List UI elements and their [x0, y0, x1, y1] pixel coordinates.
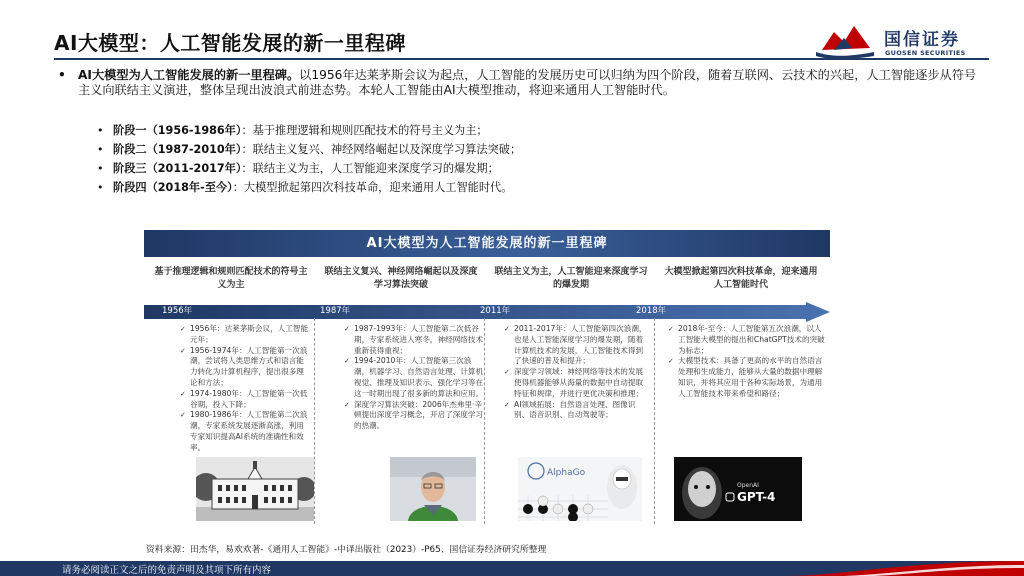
timeline-year: 2011年 [480, 306, 511, 316]
stage-desc: ：联结主义复兴、神经网络崛起以及深度学习算法突破； [241, 143, 522, 156]
intro-text: 以1956年达莱茅斯会议为起点，人工智能的发展历史可以归纳为四个阶段，随着互联网、云技术的兴起，人工智能逐步从符号主义向联结主义演进，整体呈现出波浪式前进态势。本轮人工智能由AI大模型推动，将迎来通用人工智能时代。 [78, 68, 977, 97]
intro-lead: AI大模型为人工智能发展的新一里程碑。 [78, 68, 300, 82]
intro-bullet: • [58, 68, 66, 82]
openai-label: OpenAI [737, 482, 759, 489]
guosen-logo [814, 22, 994, 62]
column-body [180, 324, 310, 454]
stage-label: 阶段四（2018年-至今） [113, 181, 233, 194]
intro-paragraph [58, 68, 988, 98]
list-item [97, 140, 521, 159]
column-divider [654, 318, 655, 524]
stage-label: 阶段一（1956-1986年） [113, 124, 242, 137]
gpt4-label: GPT-4 [737, 490, 776, 504]
stage-list [97, 121, 521, 197]
page-title: AI大模型：人工智能发展的新一里程碑 [54, 31, 406, 55]
column-body [504, 324, 650, 421]
stage-label: 阶段三（2011-2017年） [113, 162, 242, 175]
list-item [97, 159, 521, 178]
list-item [97, 121, 521, 140]
list-item: ✓ 深度学习领域：神经网络等技术的发展使得机器能够从海量的数据中自动提取特征和规律，并进行更优决策和推理； [504, 367, 650, 399]
researcher-portrait-image [390, 457, 476, 521]
column-heading: 基于推理逻辑和规则匹配技术的符号主义为主 [154, 267, 308, 290]
alphago-label: AlphaGo [547, 468, 586, 478]
list-item: ✓ 2011-2017年：人工智能第四次浪潮，也是人工智能深度学习的爆发期，随着计算机技术的发展，人工智能技术得到了快速的普及和提升； [504, 324, 650, 367]
stage-label: 阶段二（1987-2010年） [113, 143, 242, 156]
list-item: ✓ 1956年：达莱茅斯会议，人工智能元年； [180, 324, 310, 346]
graphic-banner: AI大模型为人工智能发展的新一里程碑 [144, 230, 830, 257]
gpt4-image [674, 457, 802, 521]
list-item: ✓ 1956-1974年：人工智能第一次浪潮，尝试将人类思维方式和语言能力转化为计算机程序，提出很多理论和方法； [180, 346, 310, 389]
column-divider [484, 318, 485, 524]
column-heading: 大模型掀起第四次科技革命，迎来通用人工智能时代 [664, 267, 818, 290]
guosen-logo-mark-icon [814, 22, 880, 60]
column-heading: 联结主义为主，人工智能迎来深度学习的爆发期 [494, 267, 648, 290]
alphago-image [518, 457, 642, 521]
source-note: 资料来源：田杰华，易欢欢著-《通用人工智能》-中译出版社（2023）-P65、国信证券经济研究所整理 [146, 545, 547, 555]
timeline-graphic [144, 230, 830, 527]
dartmouth-hall-image [196, 457, 314, 521]
column-body [344, 324, 484, 432]
list-item: ✓ 1980-1986年：人工智能第二次浪潮，专家系统发展逐渐高涨，利用专家知识提高AI系统的准确性和效率。 [180, 410, 310, 453]
stage-desc: ：基于推理逻辑和规则匹配技术的符号主义为主； [241, 124, 488, 137]
footer-bar [0, 561, 1024, 576]
timeline-year: 2018年 [636, 306, 667, 316]
timeline-year: 1987年 [320, 306, 351, 316]
list-item: ✓ 深度学习算法突破：2006年杰弗里·辛顿提出深度学习概念，开启了深度学习的热潮。 [344, 400, 484, 432]
list-item: ✓ 1994-2010年：人工智能第三次浪潮，机器学习、自然语言处理、计算机视觉、推理及知识表示、强化学习等在这一时期出现了很多新的算法和应用。 [344, 356, 484, 399]
logo-chinese-name: 国信证券 [884, 30, 960, 50]
timeline-year: 1956年 [162, 306, 193, 316]
column-divider [314, 318, 315, 524]
logo-english-name: GUOSEN SECURITIES [885, 49, 966, 57]
footer-flag-icon [784, 561, 1024, 576]
column-heading: 联结主义复兴、神经网络崛起以及深度学习算法突破 [324, 267, 478, 290]
list-item: ✓ 2018年-至今：人工智能第五次浪潮，以人工智能大模型的提出和ChatGPT技术的突破为标志； [668, 324, 828, 356]
column-body [668, 324, 828, 400]
list-item: ✓ 大模型技术：具备了更高的水平的自然语言处理和生成能力，能够从大量的数据中理解知识，并将其应用于各种实际场景，为通用人工智能技术带来希望和路径； [668, 356, 828, 399]
stage-desc: ：联结主义为主，人工智能迎来深度学习的爆发期； [241, 162, 499, 175]
list-item: ✓ 1987-1993年：人工智能第二次低谷期，专家系统进入寒冬，神经网络技术重新获得重视； [344, 324, 484, 356]
list-item: ✓ 1974-1980年：人工智能第一次低谷期，投入下降； [180, 389, 310, 411]
footer-disclaimer: 请务必阅读正文之后的免责声明及其项下所有内容 [62, 565, 272, 576]
list-item [97, 178, 521, 197]
list-item: ✓ AI领域拓展：自然语言处理、图像识别、语音识别、自动驾驶等； [504, 400, 650, 422]
stage-desc: ：大模型掀起第四次科技革命，迎来通用人工智能时代。 [232, 181, 513, 194]
